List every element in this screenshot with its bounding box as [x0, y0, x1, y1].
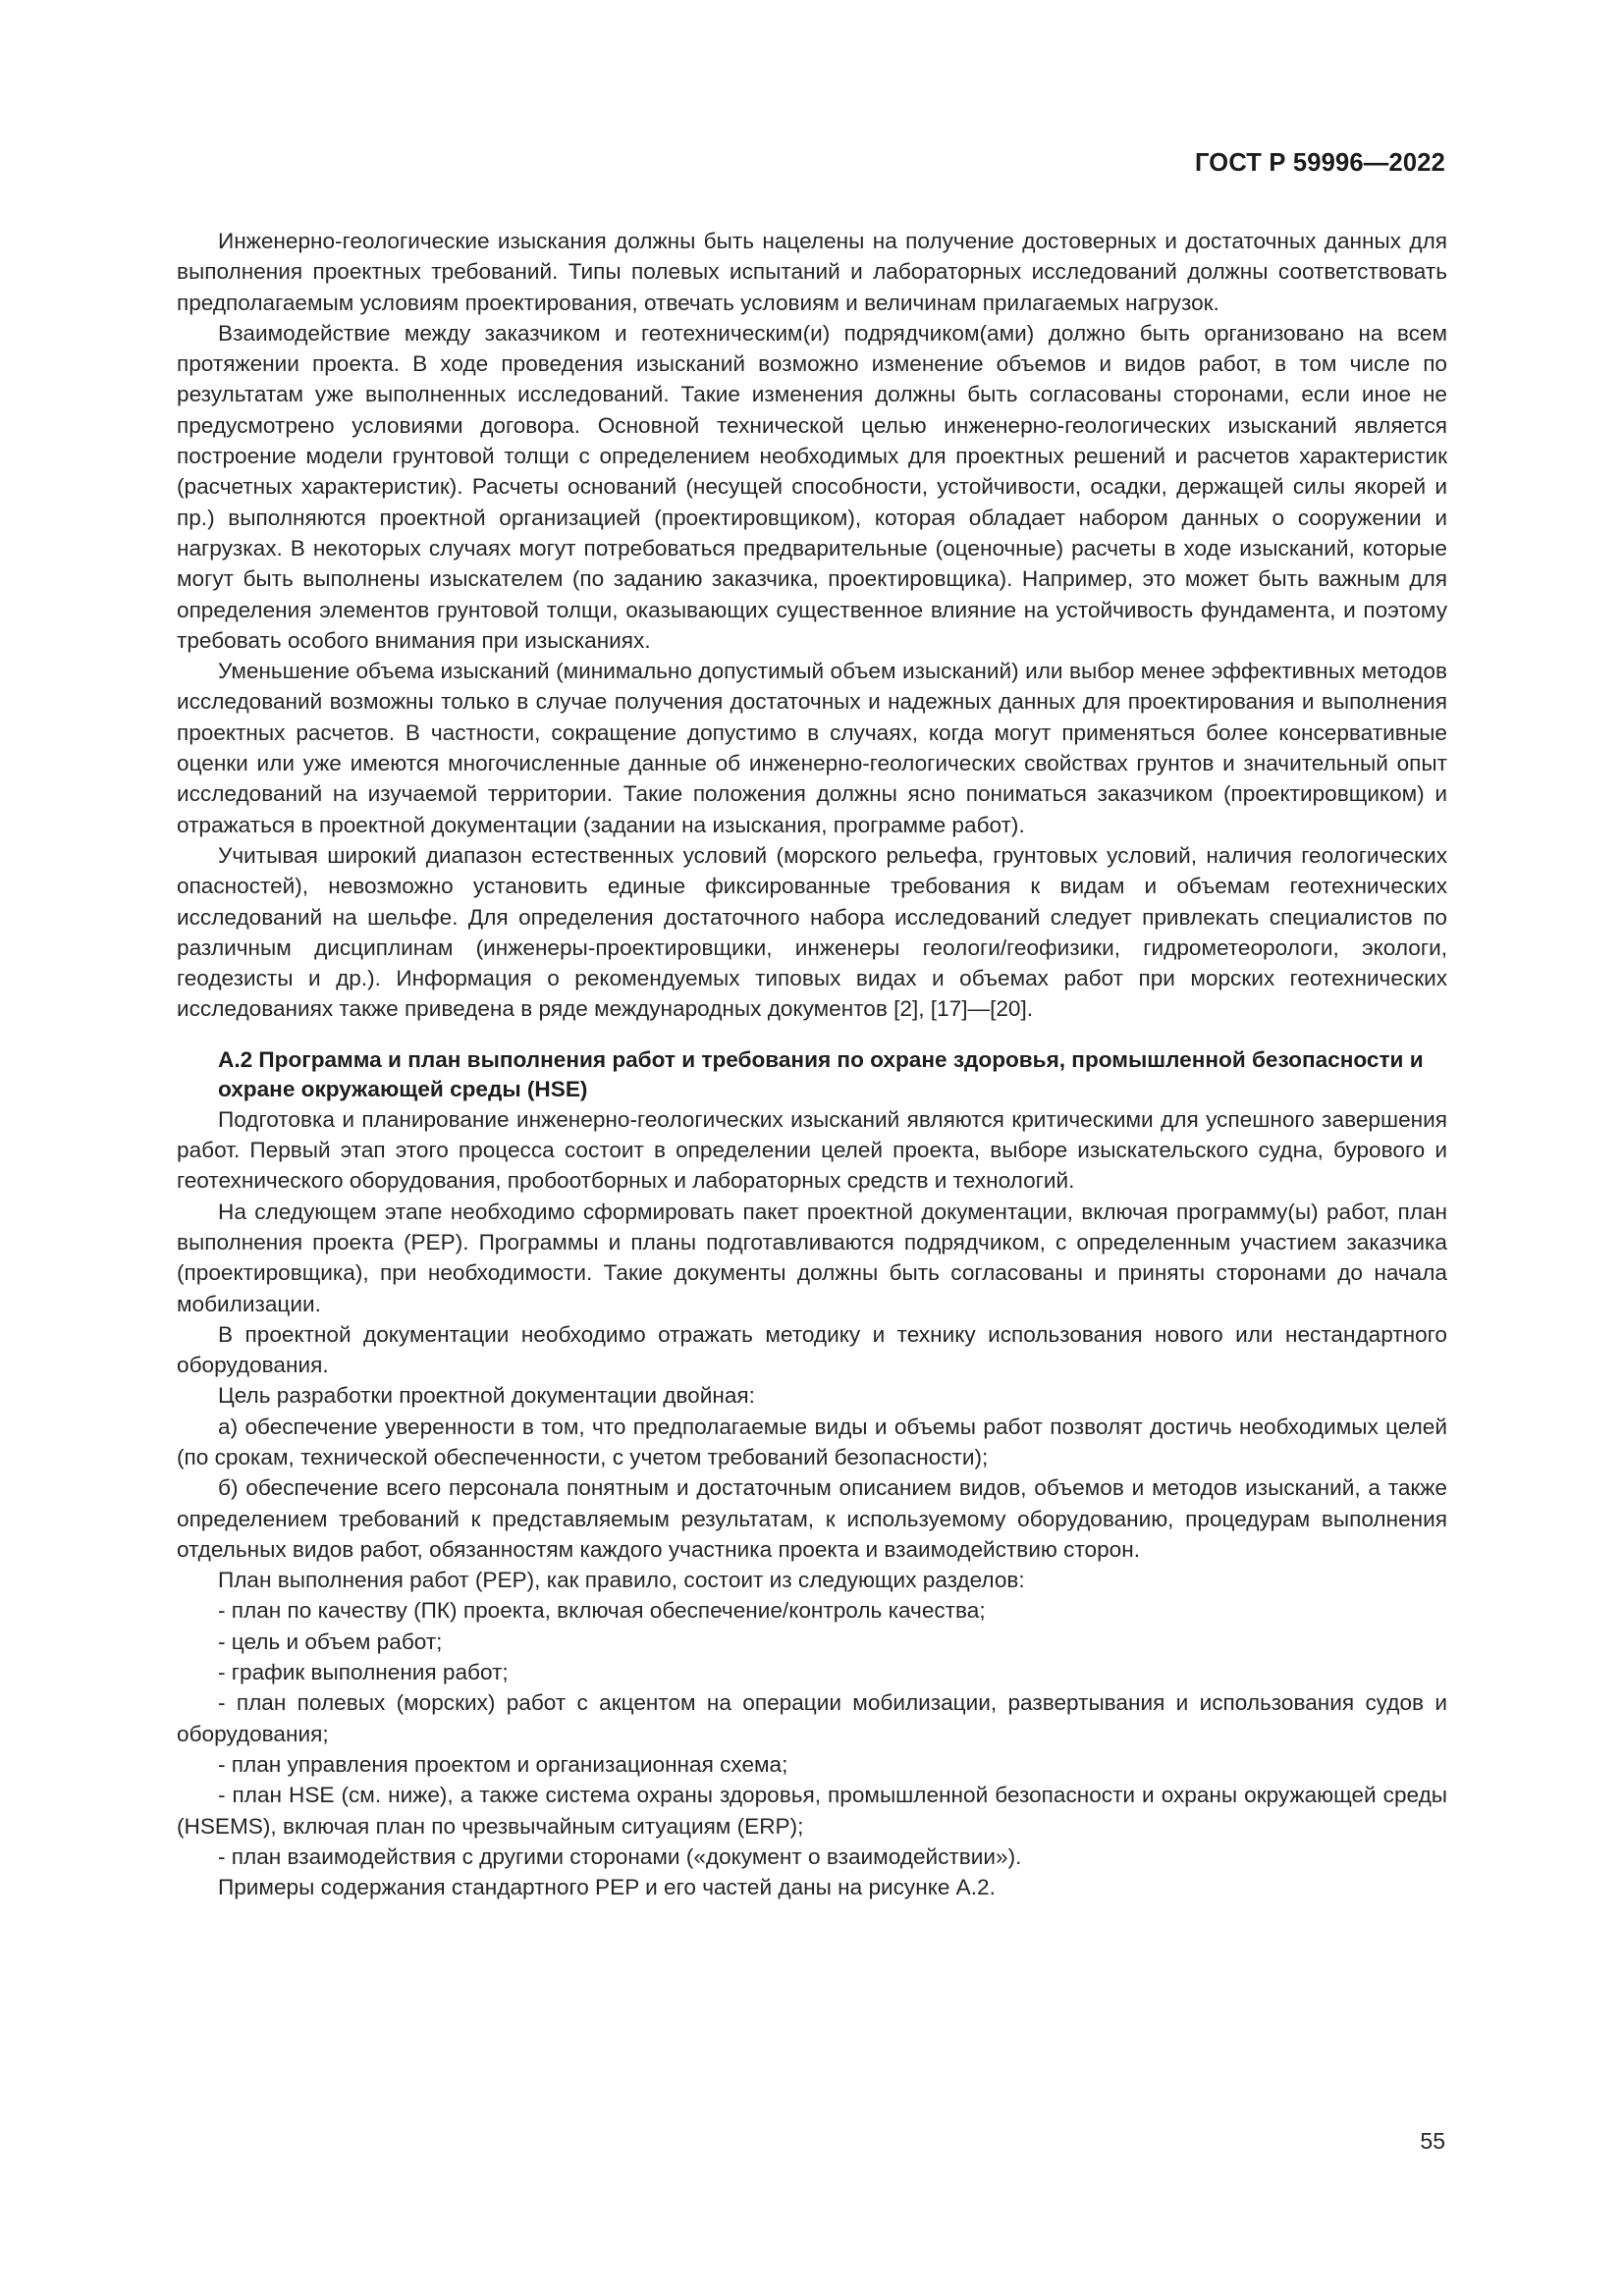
list-item: - план полевых (морских) работ с акцентом на операции мобилизации, развертывания и использования судов и оборудования; — [177, 1690, 1447, 1746]
paragraph: В проектной документации необходимо отражать методику и технику использования нового или нестандартного оборудования. — [177, 1321, 1447, 1378]
section-heading: А.2 Программа и план выполнения работ и требования по охране здоровья, промышленной безопасности и охране окружающей среды (HSE) — [218, 1046, 1424, 1101]
paragraph: Подготовка и планирование инженерно-геологических изысканий являются критическими для успешного завершения работ. Первый этап этого процесса состоит в определении целей проекта, выборе изыскательского судна, бурового и геотехнического оборудования, пробоотборных и лабораторных средств и технологий. — [177, 1106, 1447, 1194]
list-item: - план взаимодействия с другими сторонами («документ о взаимодействии»). — [218, 1843, 1022, 1869]
page-number: 55 — [1420, 2128, 1445, 2154]
list-item: - план по качеству (ПК) проекта, включая обеспечение/контроль качества; — [218, 1598, 986, 1624]
list-item: а) обеспечение уверенности в том, что предполагаемые виды и объемы работ позволят достичь необходимых целей (по срокам, технической обеспеченности, с учетом требований безопасности); — [177, 1414, 1447, 1469]
paragraph: Цель разработки проектной документации двойная: — [218, 1383, 755, 1409]
list-item: б) обеспечение всего персонала понятным и достаточным описанием видов, объемов и методов изысканий, а также определением требований к представляемым результатам, к используемому оборудованию, процедурам выполнения отдельных видов работ, обязанностям каждого участника проекта и взаимодействию сторон. — [177, 1475, 1447, 1562]
list-item: - план управления проектом и организационная схема; — [218, 1751, 788, 1777]
paragraph: План выполнения работ (PEP), как правило, состоит из следующих разделов: — [218, 1568, 1025, 1593]
paragraph: Инженерно-геологические изыскания должны быть нацелены на получение достоверных и достаточных данных для выполнения проектных требований. Типы полевых испытаний и лабораторных исследований должны соответствовать предполагаемым условиям проектирования, отвечать условиям и величинам прилагаемых нагрузок. — [177, 229, 1447, 315]
paragraph: На следующем этапе необходимо сформировать пакет проектной документации, включая программу(ы) работ, план выполнения проекта (PEP). Программы и планы подготавливаются подрядчиком, с определенным участием заказчика (проектировщика), при необходимости. Такие документы должны быть согласованы и приняты сторонами до начала мобилизации. — [177, 1199, 1447, 1316]
list-item: - цель и объем работ; — [218, 1629, 443, 1654]
paragraph: Примеры содержания стандартного PEP и его частей даны на рисунке А.2. — [218, 1875, 996, 1900]
paragraph: Учитывая широкий диапазон естественных условий (морского рельефа, грунтовых условий, наличия геологических опасностей), невозможно установить единые фиксированные требования к видам и объемам геотехнических исследований на шельфе. Для определения достаточного набора исследований следует привлекать специалистов по различным дисциплинам (инженеры-проектировщики, инженеры геологи/геофизики, гидрометеорологи, экологи, геодезисты и др.). Информация о рекомендуемых типовых видах и объемах работ при морских геотехнических исследованиях также приведена в ряде международных документов [2], [17]—[20]. — [177, 842, 1447, 1022]
paragraph: Уменьшение объема изысканий (минимально допустимый объем изысканий) или выбор менее эффективных методов исследований возможны только в случае получения достаточных и надежных данных для проектирования и выполнения проектных расчетов. В частности, сокращение допустимо в случаях, когда могут применяться более консервативные оценки или уже имеются многочисленные данные об инженерно-геологических свойствах грунтов и значительный опыт исследований на изучаемой территории. Такие положения должны ясно пониматься заказчиком (проектировщиком) и отражаться в проектной документации (задании на изыскания, программе работ). — [177, 659, 1447, 837]
list-item: - график выполнения работ; — [218, 1660, 509, 1685]
document-body — [177, 226, 1447, 1902]
paragraph: Взаимодействие между заказчиком и геотехническим(и) подрядчиком(ами) должно быть организовано на всем протяжении проекта. В ходе проведения изысканий возможно изменение объемов и видов работ, в том числе по результатам уже выполненных исследований. Такие изменения должны быть согласованы сторонами, если иное не предусмотрено условиями договора. Основной технической целью инженерно-геологических изысканий является построение модели грунтовой толщи с определением необходимых для проектных решений и расчетов характеристик (расчетных характеристик). Расчеты оснований (несущей способности, устойчивости, осадки, держащей силы якорей и пр.) выполняются проектной организацией (проектировщиком), которая обладает набором данных о сооружении и нагрузках. В некоторых случаях могут потребоваться предварительные (оценочные) расчеты в ходе изысканий, которые могут быть выполнены изыскателем (по заданию заказчика, проектировщика). Например, это может быть важным для определения элементов грунтовой толщи, оказывающих существенное влияние на устойчивость фундамента, и поэтому требовать особого внимания при изысканиях. — [177, 320, 1447, 653]
list-item: - план HSE (см. ниже), а также система охраны здоровья, промышленной безопасности и охраны окружающей среды (HSEMS), включая план по чрезвычайным ситуациям (ERP); — [177, 1783, 1447, 1839]
document-id-header: ГОСТ Р 59996—2022 — [1194, 149, 1445, 177]
